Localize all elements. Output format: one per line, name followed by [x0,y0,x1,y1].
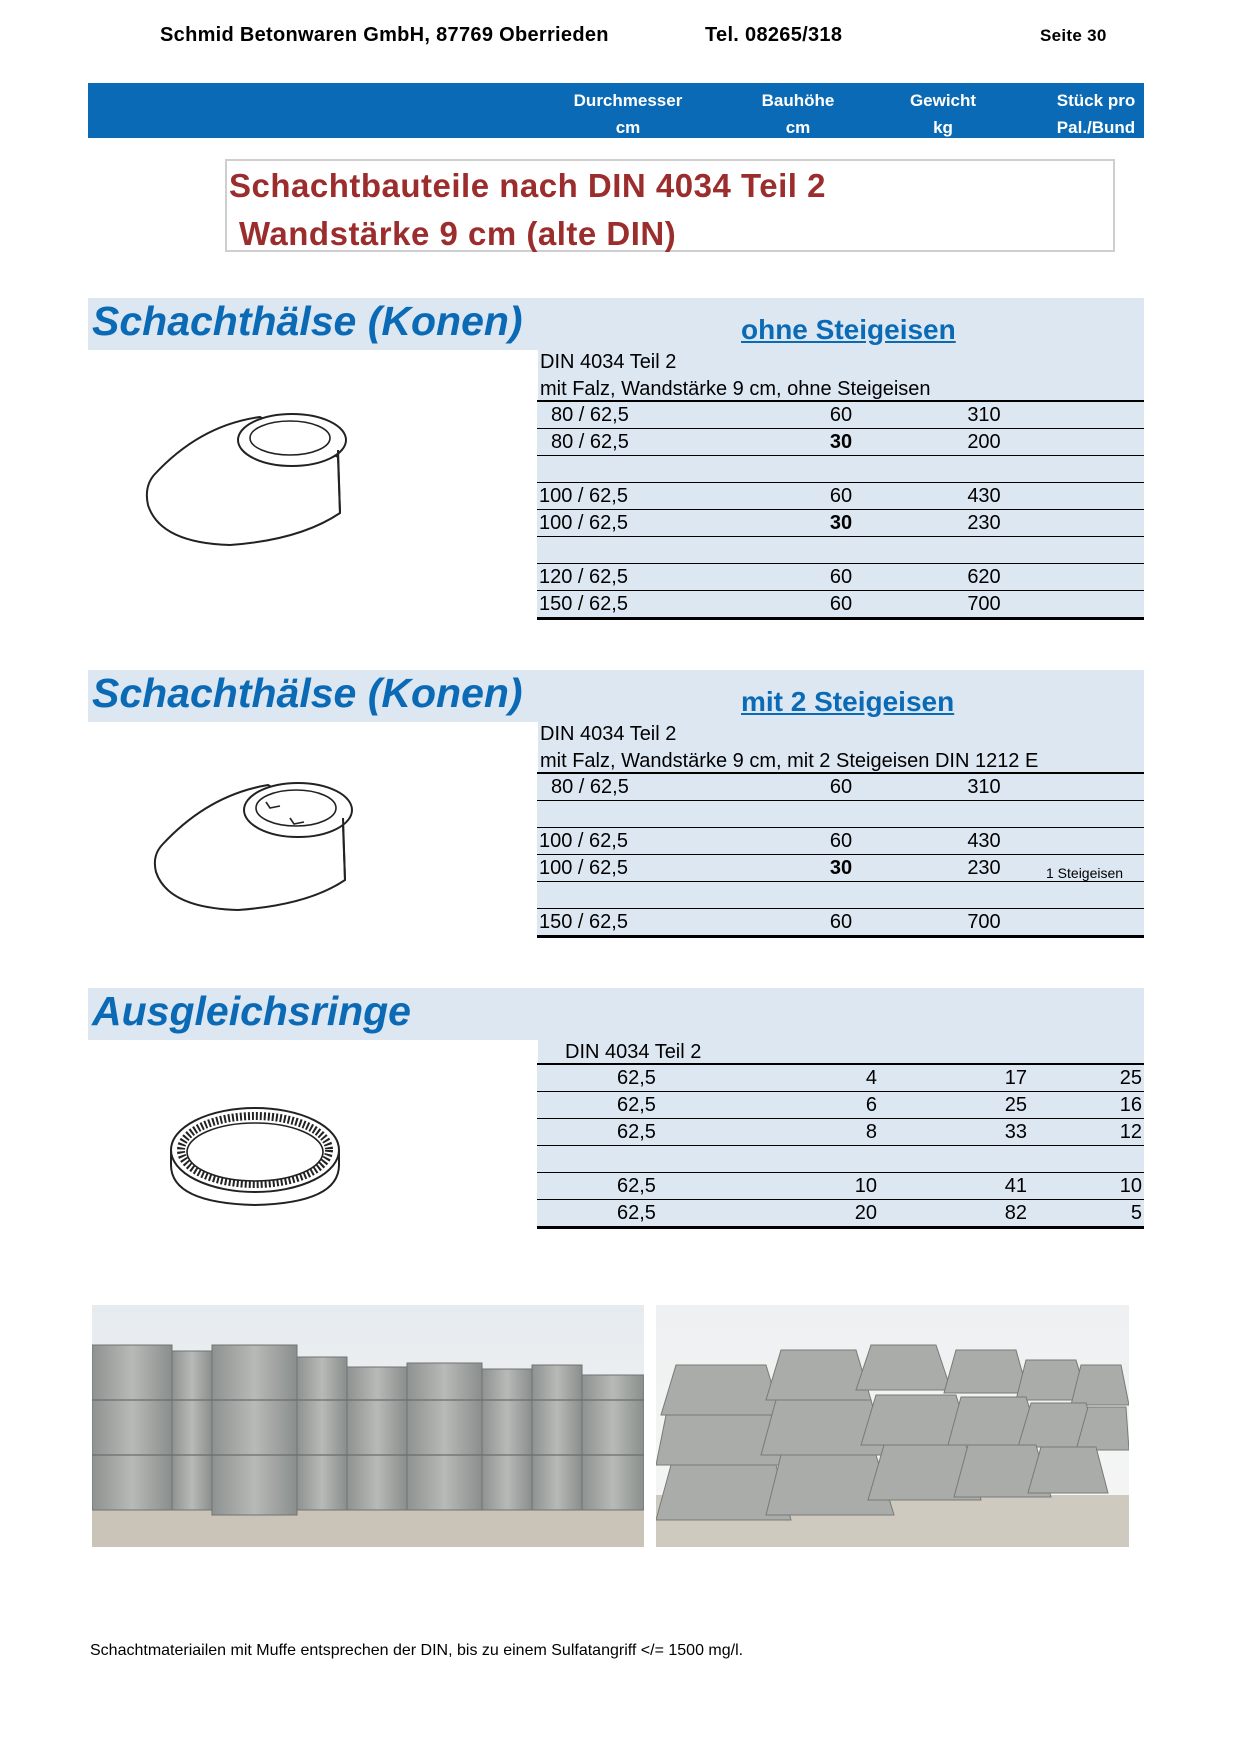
cell-pieces: 5 [1130,1202,1142,1224]
title-box [225,159,1115,252]
cell-pieces: 12 [1119,1121,1142,1143]
cell-diameter: 80 / 62,5 [551,431,629,453]
section-2-desc2: mit Falz, Wandstärke 9 cm, mit 2 Steigeisen DIN 1212 E [540,750,1039,772]
column-diameter [558,87,698,141]
table-row [537,1200,1144,1229]
cell-diameter: 80 / 62,5 [551,404,629,426]
section-1-title: Schachthälse (Konen) [92,298,523,344]
table-row [537,429,1144,458]
table-row [537,1173,1144,1202]
cell-weight: 230 [967,512,1001,534]
cell-height: 60 [829,911,853,933]
table-row [537,591,1144,620]
table-row [537,909,1144,938]
cell-diameter: 80 / 62,5 [551,776,629,798]
column-header-bar [88,83,1144,138]
main-title-line1: Schachtbauteile nach DIN 4034 Teil 2 [229,167,826,204]
cell-weight: 230 [967,857,1001,879]
cell-height: 30 [829,512,853,534]
cell-weight: 430 [967,485,1001,507]
cell-diameter: 100 / 62,5 [539,830,628,852]
section-1-subtitle: ohne Steigeisen [741,314,956,345]
column-diameter-label: Durchmesser [573,91,683,110]
column-weight-unit: kg [933,118,953,137]
table-row [537,483,1144,512]
table-row [537,1092,1144,1121]
table-row [537,402,1144,431]
cell-pieces: 16 [1119,1094,1142,1116]
column-height-unit: cm [785,118,811,137]
cell-diameter: 62,5 [617,1094,656,1116]
cell-diameter: 62,5 [617,1175,656,1197]
cell-diameter: 62,5 [617,1202,656,1224]
table-row [537,828,1144,857]
cell-diameter: 150 / 62,5 [539,593,628,615]
column-pieces-label: Stück pro [1056,91,1136,110]
cone-with-steps-drawing [148,770,358,920]
column-pieces [1048,87,1144,141]
page-number: Seite 30 [1040,26,1107,45]
cell-diameter: 100 / 62,5 [539,485,628,507]
table-row-empty [537,537,1144,566]
cone-drawing [140,405,350,555]
table-row-empty [537,882,1144,911]
cell-height: 4 [865,1067,877,1089]
cell-weight: 310 [967,404,1001,426]
column-diameter-unit: cm [615,118,641,137]
cell-weight: 310 [967,776,1001,798]
cell-diameter: 62,5 [617,1067,656,1089]
cell-diameter: 62,5 [617,1121,656,1143]
cell-height: 20 [854,1202,877,1224]
footnote: Schachtmateriailen mit Muffe entsprechen der DIN, bis zu einem Sulfatangriff </= 1500 mg/l. [90,1642,744,1659]
section-2-desc1: DIN 4034 Teil 2 [540,723,677,745]
cell-weight: 41 [1004,1175,1027,1197]
table-row [537,1065,1144,1094]
cell-pieces: 10 [1119,1175,1142,1197]
company-name: Schmid Betonwaren GmbH, 87769 Oberrieden [160,24,609,46]
column-weight-label: Gewicht [909,91,977,110]
cell-height: 30 [829,431,853,453]
table-row [537,774,1144,803]
photo-concrete-rings-stack [92,1305,644,1547]
cell-height: 60 [829,593,853,615]
cell-pieces: 25 [1119,1067,1142,1089]
cell-weight: 700 [967,593,1001,615]
cell-diameter: 100 / 62,5 [539,512,628,534]
cell-weight: 25 [1004,1094,1027,1116]
cell-weight: 200 [967,431,1001,453]
table-row-empty [537,801,1144,830]
cell-height: 60 [829,485,853,507]
main-title-line2: Wandstärke 9 cm (alte DIN) [239,215,677,252]
section-3-desc1: DIN 4034 Teil 2 [565,1041,702,1063]
cell-weight: 620 [967,566,1001,588]
cell-diameter: 150 / 62,5 [539,911,628,933]
column-pieces-unit: Pal./Bund [1056,118,1136,137]
cell-height: 30 [829,857,853,879]
cell-weight: 430 [967,830,1001,852]
section-1-desc1: DIN 4034 Teil 2 [540,351,677,373]
photo-concrete-cones-stack [656,1305,1129,1547]
section-2-title: Schachthälse (Konen) [92,670,523,716]
cell-diameter: 120 / 62,5 [539,566,628,588]
company-phone: Tel. 08265/318 [705,24,843,46]
section-1-desc2: mit Falz, Wandstärke 9 cm, ohne Steigeisen [540,378,931,400]
cell-weight: 82 [1004,1202,1027,1224]
section-2-subtitle: mit 2 Steigeisen [741,686,955,717]
cell-diameter: 100 / 62,5 [539,857,628,879]
column-height-label: Bauhöhe [761,91,835,110]
cell-height: 8 [865,1121,877,1143]
cell-height: 60 [829,566,853,588]
cell-height: 10 [854,1175,877,1197]
cell-height: 60 [829,830,853,852]
ring-drawing [165,1095,345,1215]
table-row [537,510,1144,539]
section-3-title: Ausgleichsringe [92,988,411,1034]
cell-height: 6 [865,1094,877,1116]
column-height [748,87,848,141]
table-row-empty [537,456,1144,485]
cell-note: 1 Steigeisen [1046,865,1124,881]
table-row [537,1119,1144,1148]
cell-height: 60 [829,776,853,798]
column-weight [893,87,993,141]
table-row [537,564,1144,593]
table-row [537,855,1144,884]
cell-weight: 700 [967,911,1001,933]
table-row-empty [537,1146,1144,1175]
cell-weight: 17 [1004,1067,1027,1089]
cell-weight: 33 [1004,1121,1027,1143]
cell-height: 60 [829,404,853,426]
